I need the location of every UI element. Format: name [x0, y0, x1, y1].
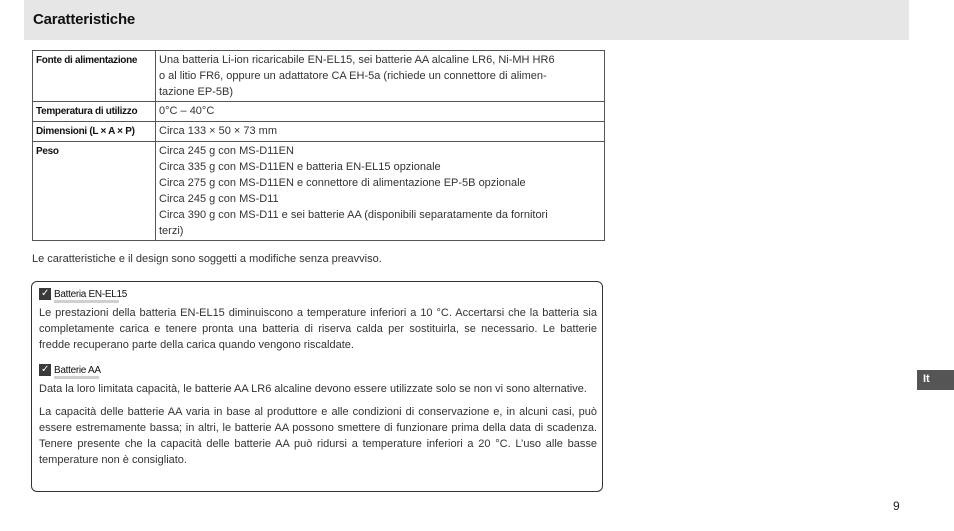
spec-label: Fonte di alimentazione: [33, 51, 156, 102]
note-battery-aa: [39, 363, 597, 468]
note-text: Le prestazioni della batteria EN-EL15 diminuiscono a temperature inferiori a 10 °C. Accertarsi che la batteria sia completamente carica e tenere pronta una batteria di riserva calda per sostituirla, se necessario. Le batterie fredde recuperano parte della carica quando vengono riscaldate.: [39, 307, 597, 351]
note-text: La capacità delle batterie AA varia in base al produttore e alle condizioni di conservazione e, in alcuni casi, può essere estremamente bassa; in altri, le batterie AA possono smettere di funzionare prima della data di scadenza. Tenere presente che la capacità delle batterie AA può ridursi a temperature inferiori a 20 °C. L’uso alle basse temperature non è consigliato.: [39, 406, 597, 466]
spec-value-line: Circa 335 g con MS-D11EN e batteria EN-EL15 opzionale: [159, 161, 441, 173]
note-heading: [39, 287, 597, 301]
spec-value: [156, 142, 605, 241]
table-row: [33, 51, 605, 102]
heading-underline: [54, 300, 119, 303]
table-row: [33, 142, 605, 241]
spec-value-line: tazione EP-5B): [159, 86, 233, 98]
heading-underline: [54, 376, 99, 379]
notes-box: [31, 281, 603, 492]
spec-label: Temperatura di utilizzo: [33, 102, 156, 122]
language-tab: [917, 370, 954, 390]
note-battery-enel15: [39, 287, 597, 353]
check-icon: ✓: [40, 288, 50, 299]
check-icon: ✓: [40, 364, 50, 375]
title-bar: [24, 0, 909, 40]
spec-value-line: Una batteria Li-ion ricaricabile EN-EL15, sei batterie AA alcaline LR6, Ni-MH HR6: [159, 54, 555, 66]
note-heading-label: Batterie AA: [54, 364, 101, 376]
spec-value-line: 0°C – 40°C: [159, 105, 215, 117]
note-text: Data la loro limitata capacità, le batterie AA LR6 alcaline devono essere utilizzate solo se non vi sono alternative.: [39, 383, 587, 395]
spec-value-line: Circa 245 g con MS-D11: [159, 193, 279, 205]
spec-value-line: Circa 133 × 50 × 73 mm: [159, 125, 278, 137]
spec-value: [156, 122, 605, 142]
table-row: [33, 102, 605, 122]
spec-label: Dimensioni (L × A × P): [33, 122, 156, 142]
language-tab-label: It: [923, 373, 930, 385]
disclaimer-text: Le caratteristiche e il design sono soggetti a modifiche senza preavviso.: [32, 253, 382, 265]
spec-value-line: Circa 390 g con MS-D11 e sei batterie AA (disponibili separatamente da fornitori: [159, 209, 548, 221]
spec-value-line: o al litio FR6, oppure un adattatore CA EH-5a (richiede un connettore di alimen-: [159, 70, 547, 82]
spec-value: [156, 51, 605, 102]
spec-label: Peso: [33, 142, 156, 241]
table-row: [33, 122, 605, 142]
spec-value-line: Circa 245 g con MS-D11EN: [159, 145, 294, 157]
spec-value-line: Circa 275 g con MS-D11EN e connettore di alimentazione EP-5B opzionale: [159, 177, 526, 189]
page-number: 9: [893, 499, 900, 513]
page-title: Caratteristiche: [33, 11, 136, 28]
spec-value-line: terzi): [159, 225, 184, 237]
specs-table: [32, 50, 605, 241]
note-heading: [39, 363, 597, 377]
spec-value: [156, 102, 605, 122]
note-heading-label: Batteria EN-EL15: [54, 288, 128, 300]
